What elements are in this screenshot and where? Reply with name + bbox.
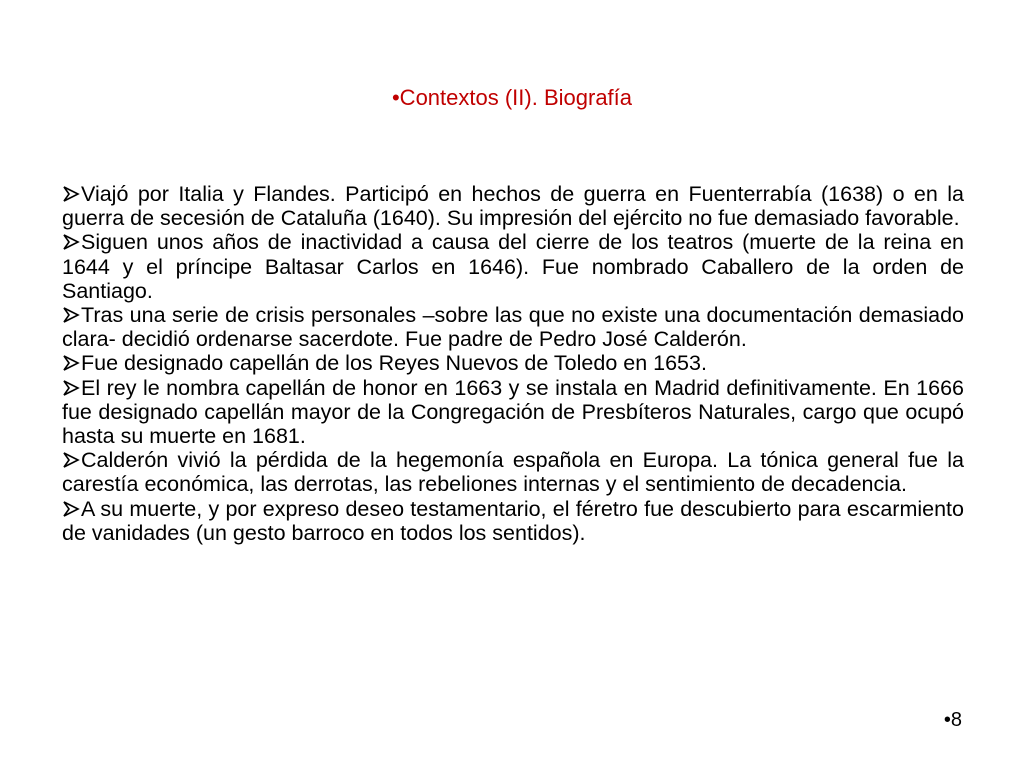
arrow-bullet-icon <box>62 185 80 203</box>
bullet-text: Viajó por Italia y Flandes. Participó en hechos de guerra en Fuenterrabía (1638) o en la guerra de secesión de Cataluña (1640). Su impresión del ejército no fue demasiado favorable. <box>62 182 964 231</box>
bullet-text: Tras una serie de crisis personales –sobre las que no existe una documentación demasiado clara- decidió ordenarse sacerdote. Fue padre de Pedro José Calderón. <box>62 303 964 352</box>
arrow-bullet-icon <box>62 354 80 372</box>
bullet-item <box>62 448 964 496</box>
bullet-text: Siguen unos años de inactividad a causa del cierre de los teatros (muerte de la reina en 1644 y el príncipe Baltasar Carlos en 1646). Fue nombrado Caballero de la orden de Santiago. <box>62 230 964 303</box>
arrow-bullet-icon <box>62 306 80 324</box>
bullet-text: Calderón vivió la pérdida de la hegemonía española en Europa. La tónica general fue la carestía económica, las derrotas, las rebeliones internas y el sentimiento de decadencia. <box>62 448 964 497</box>
bullet-list <box>62 182 964 545</box>
bullet-text: A su muerte, y por expreso deseo testamentario, el féretro fue descubierto para escarmiento de vanidades (un gesto barroco en todos los sentidos). <box>62 496 964 545</box>
bullet-item <box>62 497 964 545</box>
bullet-item <box>62 376 964 449</box>
bullet-text: Fue designado capellán de los Reyes Nuevos de Toledo en 1653. <box>81 351 707 376</box>
slide-title: •Contextos (II). Biografía <box>391 85 633 110</box>
arrow-bullet-icon <box>62 451 80 469</box>
bullet-item <box>62 230 964 303</box>
bullet-item <box>62 303 964 351</box>
arrow-bullet-icon <box>62 379 80 397</box>
bullet-item <box>62 182 964 230</box>
arrow-bullet-icon <box>62 500 80 518</box>
arrow-bullet-icon <box>62 233 80 251</box>
page-number: •8 <box>943 709 962 731</box>
bullet-text: El rey le nombra capellán de honor en 1663 y se instala en Madrid definitivamente. En 1666 fue designado capellán mayor de la Congregación de Presbíteros Naturales, cargo que ocupó hasta su muerte en 1681. <box>62 375 964 449</box>
bullet-item <box>62 351 964 375</box>
